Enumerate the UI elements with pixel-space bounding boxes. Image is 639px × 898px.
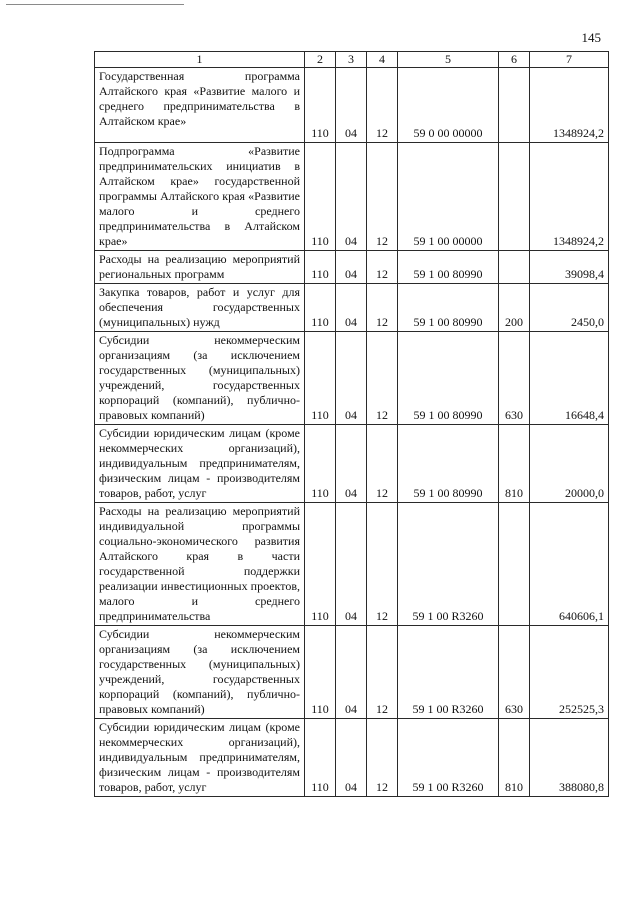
row-col-7: 39098,4 [530,251,609,284]
row-col-6 [499,503,530,626]
header-col-3: 3 [336,52,367,68]
row-col-4: 12 [367,425,398,503]
row-col-7: 2450,0 [530,284,609,332]
row-col-2: 110 [305,284,336,332]
row-col-6 [499,143,530,251]
row-col-4: 12 [367,626,398,719]
row-col-2: 110 [305,626,336,719]
table-row [95,284,609,332]
row-name: Субсидии юридическим лицам (кроме некоммерческих организаций), индивидуальным предпринимателям, физическим лицам - производителям товаров, работ, услуг [95,719,305,797]
row-name: Субсидии некоммерческим организациям (за исключением государственных (муниципальных) учреждений, государственных корпораций (компаний), публично-правовых компаний) [95,332,305,425]
table-row [95,719,609,797]
row-col-6 [499,68,530,143]
row-col-2: 110 [305,425,336,503]
row-col-6: 200 [499,284,530,332]
row-name: Расходы на реализацию мероприятий региональных программ [95,251,305,284]
row-col-7: 16648,4 [530,332,609,425]
row-col-4: 12 [367,68,398,143]
row-col-3: 04 [336,332,367,425]
row-col-7: 1348924,2 [530,143,609,251]
row-name: Подпрограмма «Развитие предпринимательских инициатив в Алтайском крае» государственной программы Алтайского края «Развитие малого и среднего предпринимательства в Алтайском крае» [95,143,305,251]
row-col-5: 59 1 00 R3260 [398,719,499,797]
row-col-7: 252525,3 [530,626,609,719]
row-col-3: 04 [336,284,367,332]
table-row [95,626,609,719]
header-col-7: 7 [530,52,609,68]
row-col-2: 110 [305,143,336,251]
header-col-5: 5 [398,52,499,68]
row-col-2: 110 [305,68,336,143]
row-name: Закупка товаров, работ и услуг для обеспечения государственных (муниципальных) нужд [95,284,305,332]
row-col-3: 04 [336,425,367,503]
row-col-4: 12 [367,719,398,797]
row-col-4: 12 [367,503,398,626]
row-col-7: 20000,0 [530,425,609,503]
row-col-6: 810 [499,719,530,797]
row-col-5: 59 1 00 80990 [398,251,499,284]
header-col-6: 6 [499,52,530,68]
row-col-4: 12 [367,143,398,251]
row-col-3: 04 [336,503,367,626]
row-col-5: 59 1 00 R3260 [398,503,499,626]
row-col-3: 04 [336,251,367,284]
row-col-7: 388080,8 [530,719,609,797]
row-col-6: 810 [499,425,530,503]
row-col-3: 04 [336,626,367,719]
header-col-4: 4 [367,52,398,68]
row-col-2: 110 [305,251,336,284]
scan-edge-line [6,4,184,5]
row-name: Расходы на реализацию мероприятий индивидуальной программы социально-экономического развития Алтайского края в части государственной поддержки реализации инвестиционных проектов, малого и среднего предпринимательства [95,503,305,626]
table-row [95,251,609,284]
row-col-5: 59 1 00 R3260 [398,626,499,719]
row-name: Субсидии юридическим лицам (кроме некоммерческих организаций), индивидуальным предпринимателям, физическим лицам - производителям товаров, работ, услуг [95,425,305,503]
row-col-2: 110 [305,332,336,425]
row-col-3: 04 [336,68,367,143]
table-row [95,332,609,425]
row-col-6: 630 [499,332,530,425]
row-col-5: 59 1 00 00000 [398,143,499,251]
header-col-2: 2 [305,52,336,68]
row-col-6 [499,251,530,284]
table-row [95,425,609,503]
row-col-7: 640606,1 [530,503,609,626]
header-col-1: 1 [95,52,305,68]
row-col-3: 04 [336,143,367,251]
row-name: Государственная программа Алтайского края «Развитие малого и среднего предпринимательства в Алтайском крае» [95,68,305,143]
budget-table [94,51,609,797]
row-col-5: 59 1 00 80990 [398,284,499,332]
row-col-3: 04 [336,719,367,797]
row-col-4: 12 [367,251,398,284]
table-row [95,143,609,251]
table-row [95,503,609,626]
row-col-4: 12 [367,332,398,425]
header-row [95,52,609,68]
row-col-2: 110 [305,719,336,797]
row-name: Субсидии некоммерческим организациям (за исключением государственных (муниципальных) учреждений, государственных корпораций (компаний), публично-правовых компаний) [95,626,305,719]
row-col-5: 59 1 00 80990 [398,332,499,425]
row-col-5: 59 0 00 00000 [398,68,499,143]
row-col-7: 1348924,2 [530,68,609,143]
row-col-6: 630 [499,626,530,719]
table-row [95,68,609,143]
page-number: 145 [581,30,601,45]
row-col-2: 110 [305,503,336,626]
row-col-4: 12 [367,284,398,332]
row-col-5: 59 1 00 80990 [398,425,499,503]
